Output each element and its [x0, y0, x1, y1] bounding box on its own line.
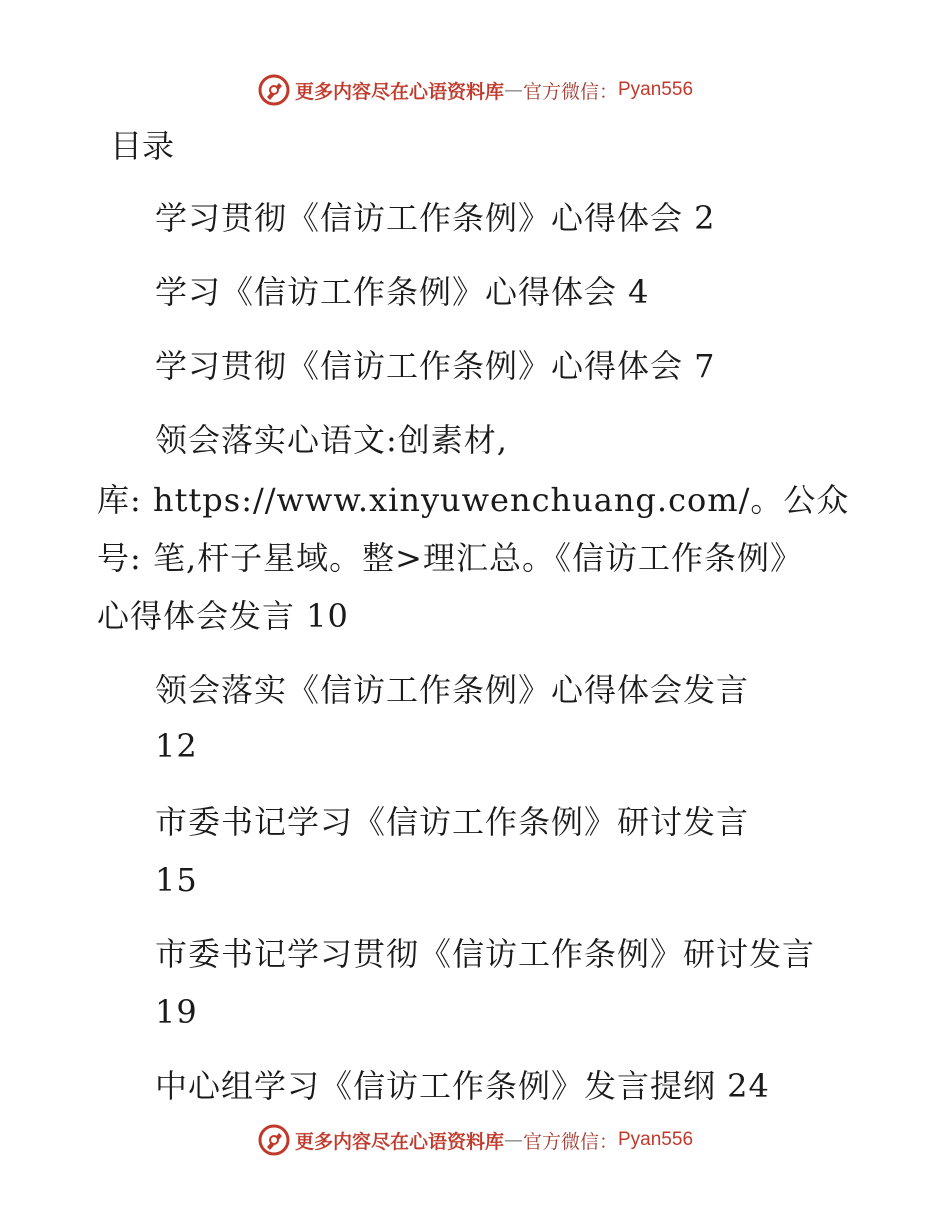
banner-wechat-label: 官方微信：	[522, 1130, 618, 1153]
toc-entry: 号: 笔,杆子星域。整>理汇总。《信访工作条例》	[97, 539, 803, 577]
toc-entry-page: 12	[155, 727, 198, 765]
toc-entry: 领会落实心语文:创素材,	[155, 421, 508, 459]
toc-entry-page: 19	[155, 993, 198, 1031]
banner-dash: —	[503, 1129, 523, 1151]
banner-promo-text: 更多内容尽在心语资料库	[294, 1130, 504, 1153]
header-watermark-banner	[0, 70, 950, 110]
toc-entry: 学习《信访工作条例》心得体会 4	[155, 273, 650, 311]
pen-logo-icon	[257, 73, 291, 107]
banner-wechat-label: 官方微信：	[522, 80, 618, 103]
toc-entry: 领会落实《信访工作条例》心得体会发言	[155, 671, 750, 709]
banner-wechat-id: Pyan556	[618, 1129, 694, 1150]
footer-watermark-banner	[0, 1120, 950, 1160]
pen-logo-icon	[257, 1123, 291, 1157]
toc-entry: 市委书记学习《信访工作条例》研讨发言	[155, 803, 750, 841]
banner-dash: —	[503, 79, 523, 101]
toc-entry: 市委书记学习贯彻《信访工作条例》研讨发言	[155, 935, 816, 973]
banner-promo-text: 更多内容尽在心语资料库	[294, 80, 504, 103]
banner-wechat-id: Pyan556	[618, 79, 694, 100]
toc-entry: 学习贯彻《信访工作条例》心得体会 2	[155, 199, 716, 237]
toc-entry-url: 库: https://www.xinyuwenchuang.com/。公众	[97, 481, 850, 519]
toc-entry: 学习贯彻《信访工作条例》心得体会 7	[155, 347, 716, 385]
toc-title: 目录	[110, 127, 175, 165]
toc-entry: 中心组学习《信访工作条例》发言提纲 24	[155, 1067, 770, 1105]
toc-entry-page: 15	[155, 861, 198, 899]
toc-entry: 心得体会发言 10	[97, 597, 349, 635]
